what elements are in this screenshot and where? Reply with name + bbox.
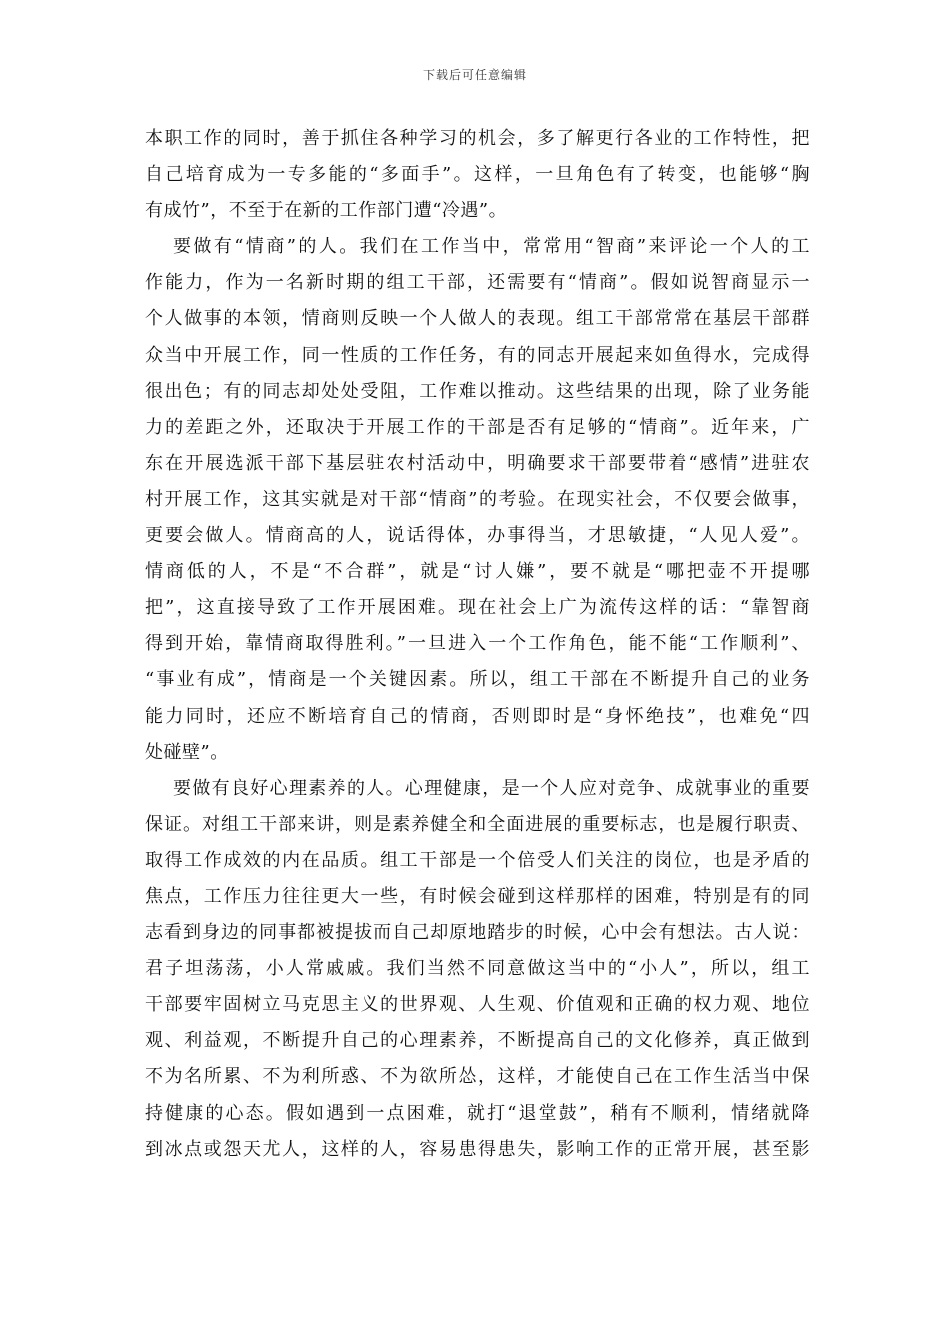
text-line: 力的差距之外，还取决于开展工作的干部是否有足够的“情商”。近年来，广: [145, 416, 810, 438]
text-line: 更要会做人。情商高的人，说话得体，办事得当，才思敏捷，“人见人爱”。: [145, 525, 810, 547]
text-line: 到冰点或怨天尤人，这样的人，容易患得患失，影响工作的正常开展，甚至影: [145, 1138, 810, 1160]
text-line: 村开展工作，这其实就是对干部“情商”的考验。在现实社会，不仅要会做事，: [145, 488, 810, 510]
text-line: 不为名所累、不为利所惑、不为欲所怂，这样，才能使自己在工作生活当中保: [145, 1066, 810, 1088]
text-line: “事业有成”，情商是一个关键因素。所以，组工干部在不断提升自己的业务: [145, 669, 810, 691]
text-line: 焦点，工作压力往往更大一些，有时候会碰到这样那样的困难，特别是有的同: [145, 885, 810, 907]
text-line: 自己培育成为一专多能的“多面手”。这样，一旦角色有了转变，也能够“胸: [145, 164, 810, 186]
text-line: 持健康的心态。假如遇到一点困难，就打“退堂鼓”，稍有不顺利，情绪就降: [145, 1102, 810, 1124]
text-line: 把”，这直接导致了工作开展困难。现在社会上广为流传这样的话：“靠智商: [145, 597, 810, 619]
text-line: 东在开展选派干部下基层驻农村活动中，明确要求干部要带着“感情”进驻农: [145, 452, 810, 474]
text-line: 有成竹”，不至于在新的工作部门遭“冷遇”。: [145, 200, 508, 222]
text-line: 处碰壁”。: [145, 741, 229, 763]
paragraph-first-line: 要做有“情商”的人。我们在工作当中，常常用“智商”来评论一个人的工: [173, 236, 810, 258]
document-body: [145, 121, 810, 1168]
paragraph-first-line: 要做有良好心理素养的人。心理健康，是一个人应对竞争、成就事业的重要: [173, 777, 810, 799]
text-line: 干部要牢固树立马克思主义的世界观、人生观、价值观和正确的权力观、地位: [145, 994, 810, 1016]
text-line: 作能力，作为一名新时期的组工干部，还需要有“情商”。假如说智商显示一: [145, 272, 810, 294]
text-line: 保证。对组工干部来讲，则是素养健全和全面进展的重要标志，也是履行职责、: [145, 813, 810, 835]
text-line: 本职工作的同时，善于抓住各种学习的机会，多了解更行各业的工作特性，把: [145, 128, 810, 149]
text-line: 得到开始，靠情商取得胜利。”一旦进入一个工作角色，能不能“工作顺利”、: [145, 633, 810, 655]
text-line: 情商低的人，不是“不合群”，就是“讨人嫌”，要不就是“哪把壶不开提哪: [145, 561, 810, 583]
text-line: 取得工作成效的内在品质。组工干部是一个倍受人们关注的岗位，也是矛盾的: [145, 849, 810, 871]
text-line: 志看到身边的同事都被提拔而自己却原地踏步的时候，心中会有想法。古人说：: [145, 922, 810, 944]
text-line: 君子坦荡荡，小人常戚戚。我们当然不同意做这当中的“小人”，所以，组工: [145, 958, 810, 980]
text-line: 个人做事的本领，情商则反映一个人做人的表现。组工干部常常在基层干部群: [145, 308, 810, 330]
page-header: 下载后可任意编辑: [422, 68, 527, 82]
text-line: 众当中开展工作，同一性质的工作任务，有的同志开展起来如鱼得水，完成得: [145, 344, 810, 366]
text-line: 能力同时，还应不断培育自己的情商，否则即时是“身怀绝技”，也难免“四: [145, 705, 810, 727]
text-line: 很出色；有的同志却处处受阻，工作难以推动。这些结果的出现，除了业务能: [145, 380, 810, 402]
text-line: 观、利益观，不断提升自己的心理素养，不断提高自己的文化修养，真正做到: [145, 1030, 810, 1052]
